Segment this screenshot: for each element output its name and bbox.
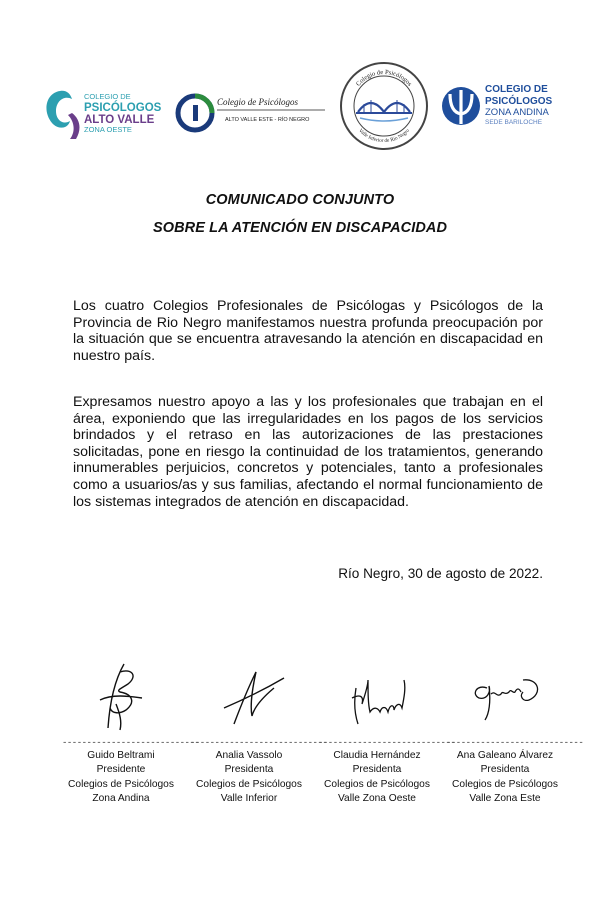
logo-alto-valle-este <box>175 85 330 145</box>
signature-rule: ---------------------------- <box>446 738 584 748</box>
logo4-line2: PSICÓLOGOS <box>485 96 553 107</box>
document-title-line2: SOBRE LA ATENCIÓN EN DISCAPACIDAD <box>152 220 448 236</box>
signatory-name: Analia Vassolo <box>215 750 283 761</box>
logo-zona-andina <box>440 80 570 140</box>
signature-rule: ---------------------------- <box>62 738 200 748</box>
handwritten-signature-vassolo <box>204 658 294 736</box>
document-date: Río Negro, 30 de agosto de 2022. <box>338 566 543 581</box>
logo1-line1: COLEGIO DE <box>84 92 131 101</box>
signatory-zone: Zona Andina <box>92 793 150 805</box>
signatory-role: Presidenta <box>352 764 402 776</box>
logo1-line2: PSICÓLOGOS <box>84 102 162 114</box>
signatory-org: Colegios de Psicólogos <box>196 778 302 790</box>
signature-block-vassolo <box>190 658 328 806</box>
paragraph-2: Expresamos nuestro apoyo a las y los profesionales que trabajan en el área, exponiendo que las irregularidades en los pagos de los servicios brindados y el retraso en las autorizaciones de las prestaciones solicitadas, pone en riesgo la continuidad de los tratamientos, generando innumerables perjuicios, concretos y potenciales, tanto a profesionales como a usuarios/as y sus familias, afectando el normal funcionamiento de los sistemas integrados de atención en discapacidad. <box>73 394 543 510</box>
logo-valle-inferior <box>338 60 430 152</box>
valle-inferior-seal <box>338 60 430 152</box>
alto-valle-este-emblem <box>175 85 330 145</box>
paragraph-1: Los cuatro Colegios Profesionales de Psicólogas y Psicólogos de la Provincia de Rio Negro manifestamos nuestra profunda preocupación por la situación que se encuentra atravesando la atención en discapacidad en nuestro país. <box>73 298 543 364</box>
logo4-line3: ZONA ANDINA <box>485 107 549 118</box>
zona-andina-emblem <box>440 80 570 140</box>
signatory-zone: Valle Inferior <box>220 793 278 805</box>
signatory-org: Colegios de Psicólogos <box>68 778 174 790</box>
signatory-name: Claudia Hernández <box>333 750 421 761</box>
handwritten-signature-galeano <box>457 658 553 736</box>
signatures <box>62 658 584 818</box>
logo2-line1: Colegio de Psicólogos <box>217 97 298 107</box>
seal-bottom-text: Valle Inferior de Río Negro <box>357 127 411 145</box>
signatory-role: Presidenta <box>224 764 274 776</box>
logo1-line4: ZONA OESTE <box>84 125 132 134</box>
alto-valle-oeste-emblem <box>40 85 170 145</box>
seal-top-text: Colegio de Psicólogos <box>354 68 414 88</box>
signatory-org: Colegios de Psicólogos <box>324 778 430 790</box>
logo4-line1: COLEGIO DE <box>485 84 548 95</box>
signatory-name: Guido Beltrami <box>87 750 155 761</box>
signature-block-galeano <box>446 658 584 806</box>
signature-rule: ---------------------------- <box>190 738 328 748</box>
signatory-zone: Valle Zona Este <box>469 793 541 805</box>
signatory-zone: Valle Zona Oeste <box>338 793 416 805</box>
signature-block-hernandez <box>318 658 456 806</box>
signature-block-beltrami <box>62 658 200 806</box>
document-title-line1: COMUNICADO CONJUNTO <box>205 192 395 208</box>
logo-alto-valle-oeste <box>40 85 170 145</box>
logo2-line2: ALTO VALLE ESTE - RÍO NEGRO <box>225 117 310 123</box>
logo-strip <box>40 60 570 150</box>
logo4-line4: SEDE BARILOCHE <box>485 119 543 126</box>
signature-rule: ---------------------------- <box>318 738 456 748</box>
signatory-role: Presidente <box>96 764 146 776</box>
signatory-org: Colegios de Psicólogos <box>452 778 558 790</box>
logo1-line3: ALTO VALLE <box>84 114 155 126</box>
signatory-name: Ana Galeano Álvarez <box>456 750 554 761</box>
signatory-role: Presidenta <box>480 764 530 776</box>
handwritten-signature-hernandez <box>332 658 422 736</box>
handwritten-signature-beltrami <box>76 658 166 736</box>
